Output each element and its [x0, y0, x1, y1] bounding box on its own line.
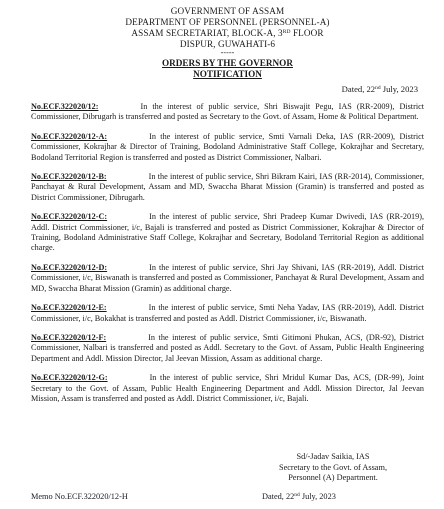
order-text: In the interest of public service, Shri Jay Shivani, IAS (RR-2019), Addl. District Commissioner, i/c, Biswanath is transferred and posted as Commissioner, Panchayat & Rural Development, Assam and MD, Swaccha Bharat Mission (Gramin) as additional charge.	[31, 262, 424, 293]
header-separator: -----	[220, 48, 235, 57]
order-text: In the interest of public service, Smti Gitimoni Phukan, ACS, (DR-92), District Commissioner, Nalbari is transferred and posted as Addl. Secretary to the Govt. of Assam, Public Health Engineering Department and Addl. Mission Director, Jal Jeevan Mission, Assam as additional charge.	[31, 332, 424, 363]
order-paragraph	[31, 172, 424, 203]
order-text: In the interest of public service, Shri Pradeep Kumar Dwivedi, IAS (RR-2019), Addl. District Commissioner, i/c, Bajali is transferred and posted as District Commissioner, Kokrajhar & Director of Training, Bodoland Administrative Staff College, Kokrajhar and Secretary, Bodoland Territorial Region as additional charge.	[31, 212, 424, 253]
header-address: ASSAM SECRETARIAT, BLOCK-A, 3RD FLOOR	[131, 28, 324, 38]
signatory-designation: Secretary to the Govt. of Assam,	[278, 462, 388, 472]
signatory-department: Personnel (A) Department.	[288, 473, 378, 482]
order-number: No.ECF.322020/12-D:	[31, 262, 108, 272]
header-city: DISPUR, GUWAHATI-6	[179, 39, 276, 49]
order-text: In the interest of public service, Shri Bikram Kairi, IAS (RR-2014), Commissioner, Panchayat & Rural Development, Assam and MD, Swaccha Bharat Mission (Gramin) is transferred and posted as District Commissioner, Dibrugarh.	[31, 172, 424, 202]
order-number: No.ECF.322020/12-F:	[31, 332, 107, 342]
document-date: Dated, 22nd July, 2023	[341, 84, 418, 94]
order-paragraph	[31, 212, 424, 254]
header-department: DEPARTMENT OF PERSONNEL (PERSONNEL-A)	[125, 17, 330, 27]
memo-date: Dated, 22nd July, 2023	[262, 492, 336, 501]
signature-block	[243, 452, 423, 484]
order-number: No.ECF.322020/12-G:	[31, 373, 108, 383]
orders-title	[31, 58, 424, 79]
order-text: In the interest of public service, Smti Varnali Deka, IAS (RR-2009), District Commissioner, Kokrajhar & Director of Training, Bodoland Administrative Staff College, Kokrajhar and Secretary, Bodoland Territorial Region is transferred and posted as District Commissioner, Nalbari.	[31, 131, 424, 162]
order-number: No.ECF.322020/12-B:	[31, 172, 107, 182]
order-paragraph	[31, 132, 424, 163]
order-paragraph	[31, 373, 424, 404]
order-text: In the interest of public service, Smti Neha Yadav, IAS (RR-2019), Addl. District Commissioner, i/c, Bokakhat is transferred and posted as Addl. District Commissioner, i/c, Biswanath.	[31, 303, 424, 323]
order-number: No.ECF.322020/12-E:	[31, 303, 107, 313]
order-number: No.ECF.322020/12-A:	[31, 131, 108, 141]
order-paragraph	[31, 333, 424, 364]
order-paragraph	[31, 263, 424, 294]
order-text: In the interest of public service, Shri Mridul Kumar Das, ACS, (DR-99), Joint Secretary to the Govt. of Assam, Public Health Engineering Department and Addl. Mission Director, Jal Jeevan Mission, Assam is transferred and posted as Addl. District Commissioner, i/c, Bajali.	[31, 373, 424, 403]
notification-heading: NOTIFICATION	[193, 68, 262, 79]
order-list	[31, 102, 424, 404]
orders-heading: ORDERS BY THE GOVERNOR	[162, 58, 293, 68]
document-header	[31, 6, 424, 56]
order-text: In the interest of public service, Shri Biswajit Pegu, IAS (RR-2009), District Commissioner, Dibrugarh is transferred and posted as Secretary to the Govt. of Assam, Home & Political Department.	[31, 102, 424, 122]
order-number: No.ECF.322020/12:	[31, 102, 99, 111]
memo-number: Memo No.ECF.322020/12-H	[31, 492, 128, 501]
signatory-name: Sd/-Jadav Saikia, IAS	[296, 452, 370, 461]
order-paragraph	[31, 102, 424, 123]
order-number: No.ECF.322020/12-C:	[31, 212, 108, 222]
header-government: GOVERNMENT OF ASSAM	[170, 6, 285, 16]
order-paragraph	[31, 303, 424, 324]
